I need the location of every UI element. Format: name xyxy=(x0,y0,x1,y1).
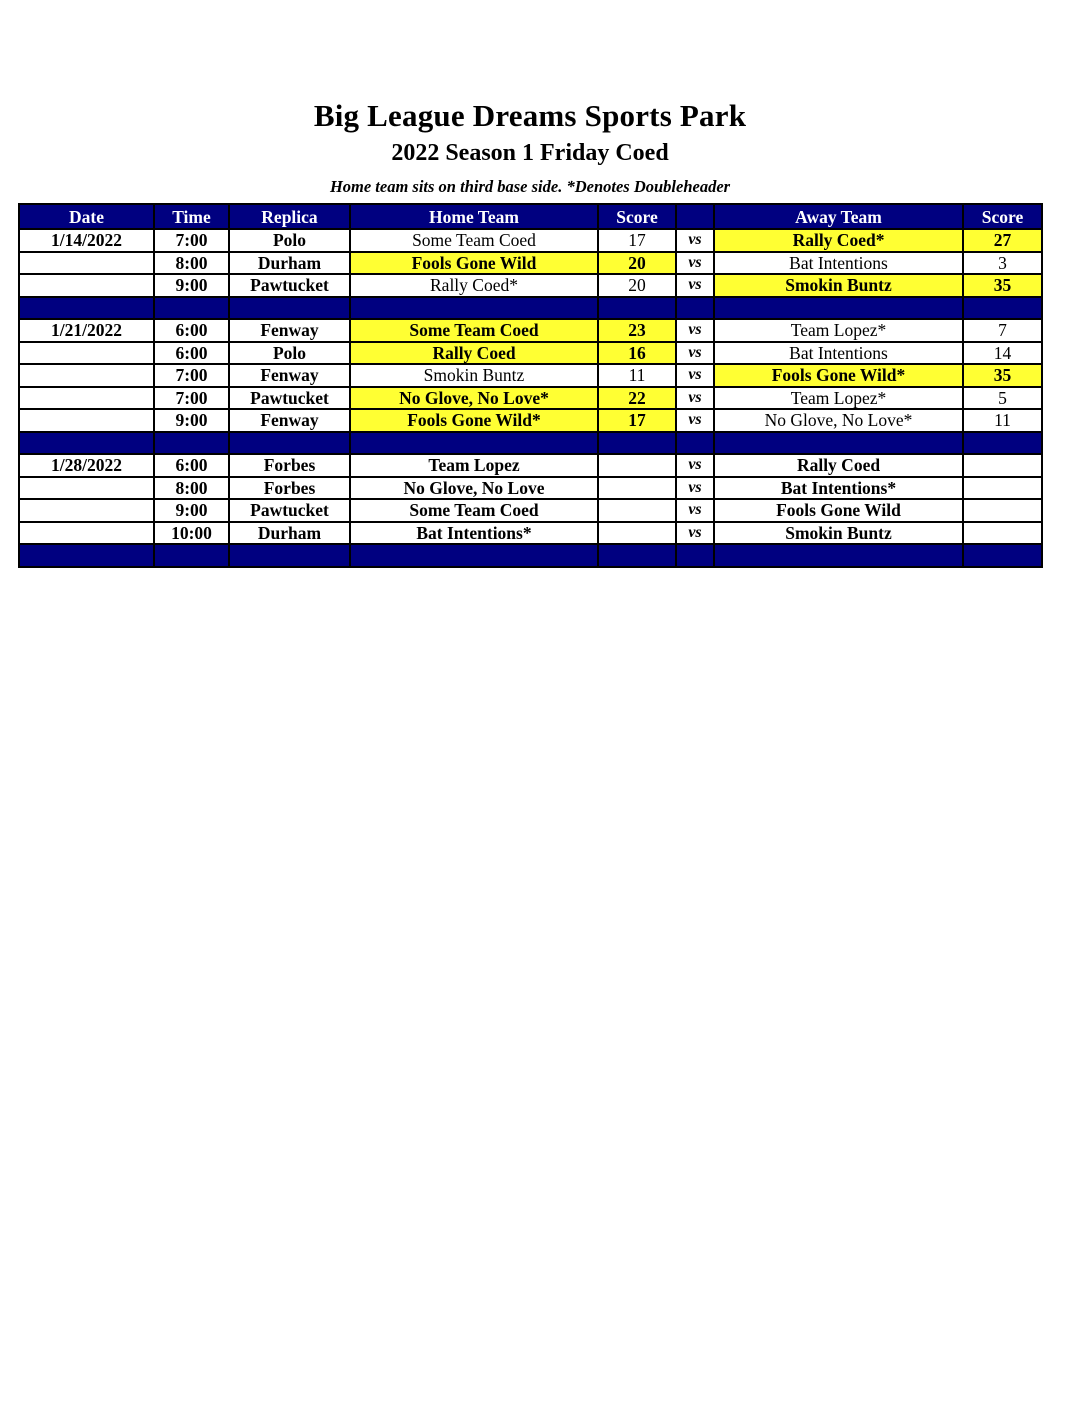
home-team-cell: Some Team Coed xyxy=(350,229,598,252)
away-score-cell: 7 xyxy=(963,319,1042,342)
away-team-cell: Rally Coed xyxy=(714,454,963,477)
vs-cell: vs xyxy=(676,454,714,477)
replica-cell: Polo xyxy=(229,229,350,252)
home-team-cell: Fools Gone Wild* xyxy=(350,409,598,432)
col-header-home-score: Score xyxy=(598,204,676,229)
vs-cell: vs xyxy=(676,229,714,252)
home-team-cell: Smokin Buntz xyxy=(350,364,598,387)
divider-cell xyxy=(19,432,154,455)
away-score-cell: 3 xyxy=(963,252,1042,275)
divider-row xyxy=(19,544,1042,567)
away-score-cell: 35 xyxy=(963,274,1042,297)
date-cell xyxy=(19,274,154,297)
home-team-cell: No Glove, No Love* xyxy=(350,387,598,410)
home-score-cell xyxy=(598,522,676,545)
page-title: Big League Dreams Sports Park xyxy=(313,98,747,133)
away-score-cell: 11 xyxy=(963,409,1042,432)
home-score-cell: 11 xyxy=(598,364,676,387)
divider-cell xyxy=(714,432,963,455)
home-team-cell: Rally Coed xyxy=(350,342,598,365)
date-cell xyxy=(19,499,154,522)
divider-cell xyxy=(676,544,714,567)
page-subtitle: 2022 Season 1 Friday Coed xyxy=(391,140,669,166)
divider-cell xyxy=(350,544,598,567)
game-row xyxy=(19,252,1042,275)
home-score-cell: 17 xyxy=(598,409,676,432)
away-score-cell: 5 xyxy=(963,387,1042,410)
replica-cell: Fenway xyxy=(229,409,350,432)
game-row xyxy=(19,387,1042,410)
col-header-away-score: Score xyxy=(963,204,1042,229)
away-team-cell: Fools Gone Wild xyxy=(714,499,963,522)
game-row xyxy=(19,522,1042,545)
game-row xyxy=(19,499,1042,522)
home-score-cell: 23 xyxy=(598,319,676,342)
time-cell: 6:00 xyxy=(154,319,229,342)
away-team-cell: Rally Coed* xyxy=(714,229,963,252)
replica-cell: Fenway xyxy=(229,319,350,342)
divider-cell xyxy=(598,432,676,455)
time-cell: 6:00 xyxy=(154,454,229,477)
divider-cell xyxy=(963,432,1042,455)
replica-cell: Durham xyxy=(229,252,350,275)
away-team-cell: Bat Intentions* xyxy=(714,477,963,500)
time-cell: 10:00 xyxy=(154,522,229,545)
divider-cell xyxy=(963,544,1042,567)
game-row xyxy=(19,319,1042,342)
home-score-cell xyxy=(598,499,676,522)
header-row xyxy=(19,204,1042,229)
divider-cell xyxy=(229,544,350,567)
schedule-body xyxy=(19,229,1042,567)
replica-cell: Pawtucket xyxy=(229,499,350,522)
replica-cell: Fenway xyxy=(229,364,350,387)
vs-cell: vs xyxy=(676,409,714,432)
replica-cell: Forbes xyxy=(229,454,350,477)
home-score-cell xyxy=(598,477,676,500)
vs-cell: vs xyxy=(676,252,714,275)
time-cell: 9:00 xyxy=(154,499,229,522)
divider-cell xyxy=(714,544,963,567)
date-cell xyxy=(19,387,154,410)
away-team-cell: Fools Gone Wild* xyxy=(714,364,963,387)
time-cell: 7:00 xyxy=(154,229,229,252)
home-team-cell: Rally Coed* xyxy=(350,274,598,297)
home-score-cell: 22 xyxy=(598,387,676,410)
date-cell xyxy=(19,342,154,365)
home-score-cell: 16 xyxy=(598,342,676,365)
time-cell: 7:00 xyxy=(154,387,229,410)
divider-cell xyxy=(154,432,229,455)
col-header-date: Date xyxy=(19,204,154,229)
away-team-cell: Team Lopez* xyxy=(714,319,963,342)
schedule-table xyxy=(18,203,1043,568)
home-score-cell: 17 xyxy=(598,229,676,252)
date-cell xyxy=(19,522,154,545)
divider-cell xyxy=(598,544,676,567)
col-header-vs xyxy=(676,204,714,229)
divider-cell xyxy=(350,297,598,320)
vs-cell: vs xyxy=(676,477,714,500)
away-score-cell xyxy=(963,522,1042,545)
away-score-cell xyxy=(963,454,1042,477)
home-team-cell: Bat Intentions* xyxy=(350,522,598,545)
replica-cell: Pawtucket xyxy=(229,387,350,410)
away-team-cell: Team Lopez* xyxy=(714,387,963,410)
divider-cell xyxy=(229,432,350,455)
home-score-cell: 20 xyxy=(598,274,676,297)
vs-cell: vs xyxy=(676,274,714,297)
away-score-cell: 35 xyxy=(963,364,1042,387)
home-team-cell: Some Team Coed xyxy=(350,499,598,522)
time-cell: 7:00 xyxy=(154,364,229,387)
divider-cell xyxy=(963,297,1042,320)
away-score-cell xyxy=(963,499,1042,522)
date-cell xyxy=(19,409,154,432)
divider-row xyxy=(19,297,1042,320)
replica-cell: Pawtucket xyxy=(229,274,350,297)
time-cell: 9:00 xyxy=(154,274,229,297)
home-team-cell: No Glove, No Love xyxy=(350,477,598,500)
time-cell: 9:00 xyxy=(154,409,229,432)
game-row xyxy=(19,342,1042,365)
away-team-cell: Bat Intentions xyxy=(714,252,963,275)
time-cell: 6:00 xyxy=(154,342,229,365)
col-header-away-team: Away Team xyxy=(714,204,963,229)
col-header-time: Time xyxy=(154,204,229,229)
home-team-cell: Team Lopez xyxy=(350,454,598,477)
divider-cell xyxy=(676,297,714,320)
away-team-cell: Smokin Buntz xyxy=(714,522,963,545)
vs-cell: vs xyxy=(676,387,714,410)
replica-cell: Forbes xyxy=(229,477,350,500)
game-row xyxy=(19,454,1042,477)
date-cell: 1/28/2022 xyxy=(19,454,154,477)
away-score-cell xyxy=(963,477,1042,500)
game-row xyxy=(19,477,1042,500)
home-team-cell: Fools Gone Wild xyxy=(350,252,598,275)
away-team-cell: Smokin Buntz xyxy=(714,274,963,297)
date-cell xyxy=(19,477,154,500)
vs-cell: vs xyxy=(676,499,714,522)
col-header-replica: Replica xyxy=(229,204,350,229)
divider-cell xyxy=(19,544,154,567)
vs-cell: vs xyxy=(676,522,714,545)
home-score-cell: 20 xyxy=(598,252,676,275)
divider-cell xyxy=(154,544,229,567)
home-score-cell xyxy=(598,454,676,477)
date-cell xyxy=(19,252,154,275)
vs-cell: vs xyxy=(676,342,714,365)
date-cell xyxy=(19,364,154,387)
divider-cell xyxy=(714,297,963,320)
vs-cell: vs xyxy=(676,364,714,387)
divider-cell xyxy=(154,297,229,320)
date-cell: 1/21/2022 xyxy=(19,319,154,342)
schedule-note: Home team sits on third base side. *Denotes Doubleheader xyxy=(329,177,731,196)
divider-cell xyxy=(229,297,350,320)
divider-cell xyxy=(676,432,714,455)
away-score-cell: 27 xyxy=(963,229,1042,252)
away-team-cell: No Glove, No Love* xyxy=(714,409,963,432)
replica-cell: Durham xyxy=(229,522,350,545)
divider-row xyxy=(19,432,1042,455)
game-row xyxy=(19,409,1042,432)
replica-cell: Polo xyxy=(229,342,350,365)
home-team-cell: Some Team Coed xyxy=(350,319,598,342)
divider-cell xyxy=(19,297,154,320)
col-header-home-team: Home Team xyxy=(350,204,598,229)
date-cell: 1/14/2022 xyxy=(19,229,154,252)
game-row xyxy=(19,274,1042,297)
divider-cell xyxy=(598,297,676,320)
away-score-cell: 14 xyxy=(963,342,1042,365)
game-row xyxy=(19,364,1042,387)
time-cell: 8:00 xyxy=(154,477,229,500)
time-cell: 8:00 xyxy=(154,252,229,275)
divider-cell xyxy=(350,432,598,455)
vs-cell: vs xyxy=(676,319,714,342)
game-row xyxy=(19,229,1042,252)
away-team-cell: Bat Intentions xyxy=(714,342,963,365)
